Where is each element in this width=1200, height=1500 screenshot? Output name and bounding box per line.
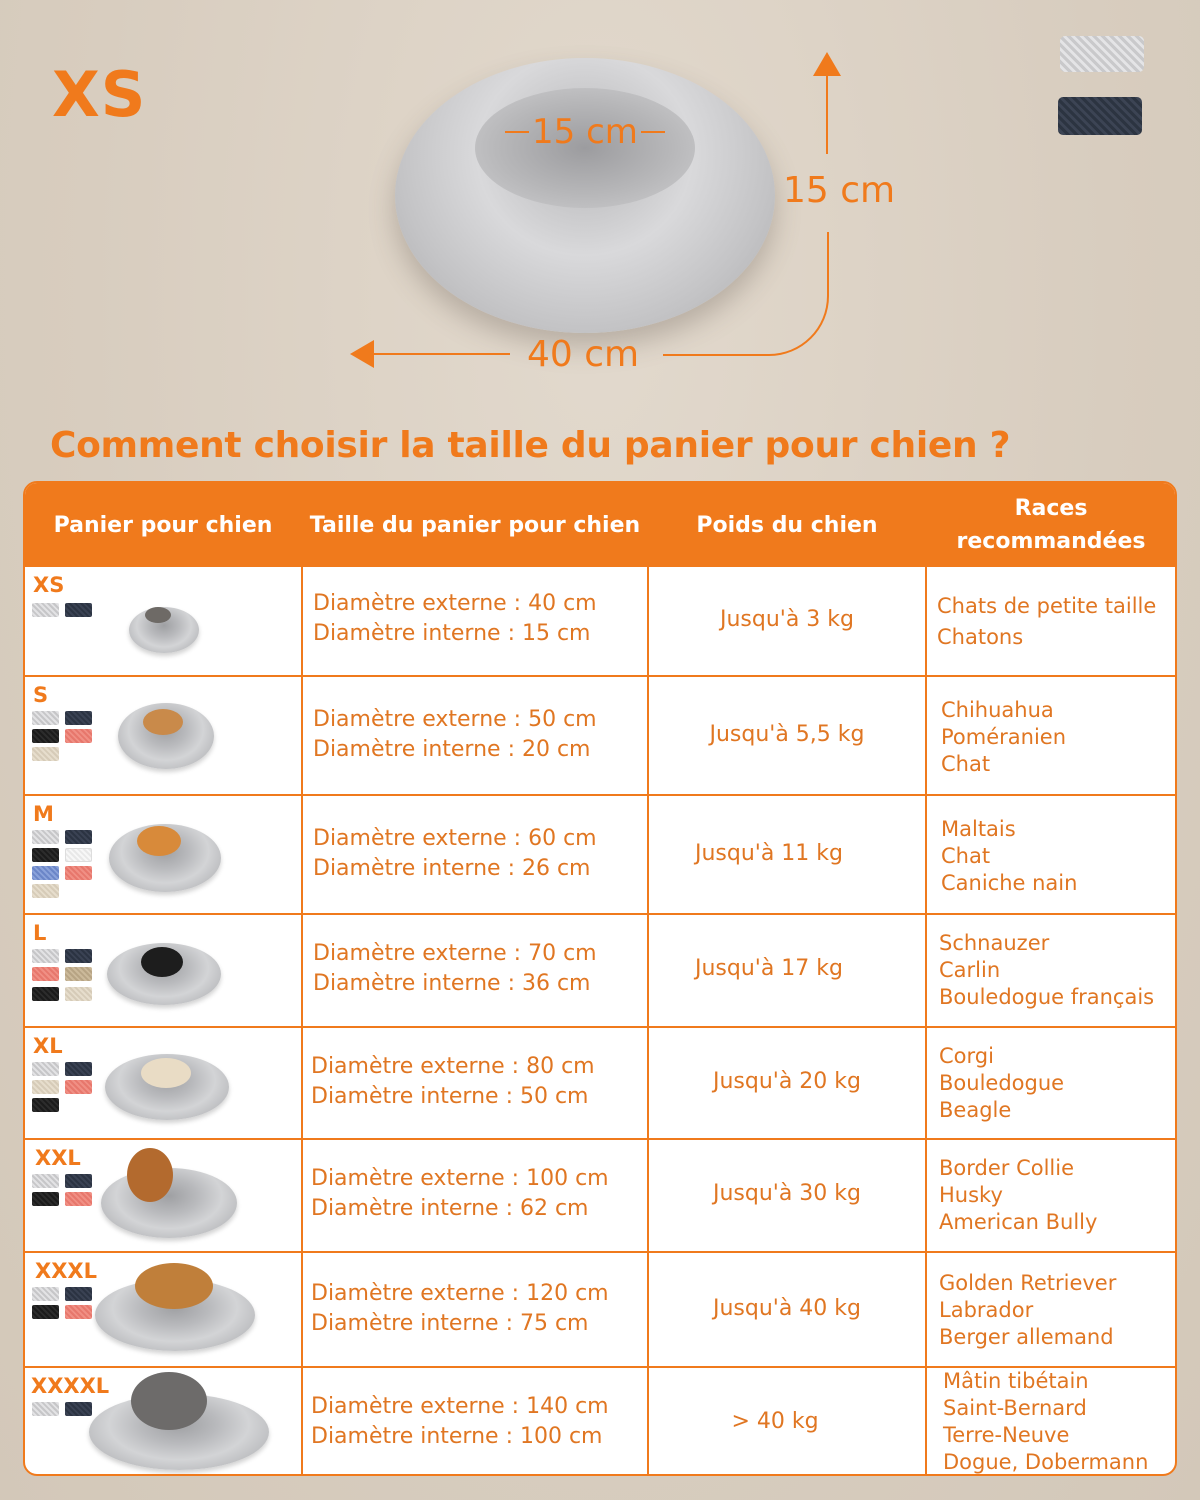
color-swatch[interactable] [32,1080,59,1094]
table-header [25,483,1175,567]
color-swatch[interactable] [32,1174,59,1188]
header-weight: Poids du chien [696,512,878,538]
color-swatch[interactable] [65,1287,92,1301]
table-row [25,1368,1175,1476]
pet-corgi-image [143,709,183,735]
row-breeds [941,697,1066,778]
breed-item: Chatons [937,625,1024,649]
row-size-cell [311,1392,609,1452]
color-swatch[interactable] [32,747,59,761]
breed-item: Berger allemand [939,1325,1114,1349]
breed-item: Dogue, Dobermann [943,1450,1149,1474]
pet-cat-image [145,607,171,623]
row-breeds [939,930,1154,1011]
pet-pomeranian-image [137,826,181,856]
color-swatch[interactable] [32,884,59,898]
outer-diameter: Diamètre externe : 100 cm [311,1166,609,1191]
inner-diameter: Diamètre interne : 50 cm [311,1084,589,1109]
row-breeds [937,593,1156,651]
row-breeds [939,1155,1097,1236]
color-swatch[interactable] [65,1305,92,1319]
outer-diameter-label: 40 cm [527,334,640,375]
color-swatch[interactable] [32,949,59,963]
header-breeds-line1: Races [1014,496,1088,521]
color-swatch[interactable] [32,729,59,743]
breed-item: Husky [939,1183,1003,1207]
table-row [25,1028,1175,1138]
breed-item: Caniche nain [941,871,1078,895]
row-breeds [939,1043,1064,1124]
pet-husky-image [131,1372,207,1430]
dimension-curve-line [663,232,829,356]
breed-item: Schnauzer [939,931,1050,955]
row-weight: > 40 kg [731,1409,819,1434]
color-swatch[interactable] [32,1192,59,1206]
inner-diameter: Diamètre interne : 26 cm [313,856,591,881]
header-breeds [927,483,1175,567]
arrow-up-icon [813,52,841,76]
breed-item: Maltais [941,817,1016,841]
color-swatch[interactable] [65,949,92,963]
outer-diameter: Diamètre externe : 70 cm [313,941,597,966]
row-size-cell [313,705,597,765]
row-weight: Jusqu'à 11 kg [694,841,844,866]
table-row [25,677,1175,794]
row-weight: Jusqu'à 3 kg [719,607,855,632]
header-breeds-line2: recommandées [956,529,1146,554]
pet-border-collie-image [127,1148,173,1202]
color-swatch[interactable] [32,987,59,1001]
breed-item: Border Collie [939,1156,1075,1180]
breed-item: Carlin [939,958,1001,982]
arrow-left-icon [350,340,374,368]
inner-diameter: Diamètre interne : 20 cm [313,737,591,762]
pet-french-bulldog-image [141,947,183,977]
table-row [25,567,1175,675]
color-swatch[interactable] [32,1305,59,1319]
hero-section [0,0,1200,420]
row-size-label: L [33,921,47,945]
inner-diameter-label [505,112,665,152]
width-line-left [372,353,510,355]
breed-item: Bouledogue français [939,985,1155,1009]
height-line-top [826,74,828,154]
inner-diameter: Diamètre interne : 15 cm [313,621,591,646]
table-row [25,1253,1175,1366]
color-swatch-dark-grey[interactable] [1058,97,1142,135]
breed-item: Labrador [939,1298,1034,1322]
row-breeds [941,816,1077,897]
row-size-cell [311,1164,609,1224]
color-swatch[interactable] [32,830,59,844]
row-size-cell [311,1052,595,1112]
row-size-label: XS [33,573,65,597]
breed-item: Chats de petite taille [937,594,1157,618]
color-swatch[interactable] [65,987,92,1001]
row-weight: Jusqu'à 5,5 kg [709,722,865,747]
size-guide-table [23,481,1177,1476]
pet-golden-retriever-image [135,1263,213,1309]
breed-item: American Bully [939,1210,1098,1234]
color-swatch[interactable] [32,1062,59,1076]
row-size-cell [313,939,597,999]
color-swatch[interactable] [65,729,92,743]
row-breeds [943,1368,1148,1476]
table-row [25,1140,1175,1251]
inner-dimension-bar-left [505,131,529,133]
breed-item: Golden Retriever [939,1271,1117,1295]
color-swatch[interactable] [65,1402,92,1416]
table-row [25,796,1175,913]
breed-item: Bouledogue [939,1071,1065,1095]
page-heading: Comment choisir la taille du panier pour chien ? [50,425,1011,466]
row-weight: Jusqu'à 40 kg [712,1296,862,1321]
header-bed-size: Taille du panier pour chien [309,512,641,538]
color-swatch[interactable] [32,1402,59,1416]
breed-item: Chat [941,844,991,868]
row-weight: Jusqu'à 30 kg [712,1181,862,1206]
outer-diameter: Diamètre externe : 120 cm [311,1281,609,1306]
pet-labrador-image [141,1058,191,1088]
color-swatch[interactable] [65,1080,92,1094]
outer-diameter: Diamètre externe : 40 cm [313,591,597,616]
row-size-cell [311,1279,609,1339]
row-size-label: M [33,802,54,826]
size-tag: XS [52,58,147,131]
breed-item: Poméranien [941,725,1067,749]
color-swatch[interactable] [65,603,92,617]
breed-item: Chat [941,752,991,776]
row-size-label: S [33,683,49,707]
inner-diameter: Diamètre interne : 62 cm [311,1196,589,1221]
table-row [25,915,1175,1026]
inner-diameter: Diamètre interne : 36 cm [313,971,591,996]
breed-item: Chihuahua [941,698,1054,722]
breed-item: Saint-Bernard [943,1396,1087,1420]
outer-diameter: Diamètre externe : 80 cm [311,1054,595,1079]
row-size-cell [313,824,597,884]
row-size-label: XXXXL [31,1374,110,1398]
outer-diameter: Diamètre externe : 50 cm [313,707,597,732]
color-swatch[interactable] [65,1174,92,1188]
color-swatch[interactable] [65,830,92,844]
color-swatch[interactable] [32,1287,59,1301]
color-swatch[interactable] [32,848,59,862]
color-swatch[interactable] [65,967,92,981]
row-size-label: XXL [35,1146,81,1170]
inner-diameter: Diamètre interne : 100 cm [311,1424,603,1449]
row-size-label: XL [33,1034,63,1058]
row-breeds [939,1270,1116,1351]
color-swatch[interactable] [65,1062,92,1076]
color-swatch[interactable] [32,866,59,880]
height-label: 15 cm [783,170,896,211]
row-size-cell [313,589,597,649]
color-swatch[interactable] [32,711,59,725]
breed-item: Terre-Neuve [943,1423,1070,1447]
breed-item: Beagle [939,1098,1012,1122]
inner-diameter-value: 15 cm [532,112,638,152]
color-swatch[interactable] [32,967,59,981]
header-bed: Panier pour chien [53,512,273,538]
color-swatch[interactable] [65,1192,92,1206]
row-weight: Jusqu'à 17 kg [694,956,844,981]
color-swatch[interactable] [32,603,59,617]
row-weight: Jusqu'à 20 kg [712,1069,862,1094]
inner-dimension-bar-right [641,131,665,133]
breed-item: Corgi [939,1044,994,1068]
row-size-label: XXXL [35,1259,97,1283]
inner-diameter: Diamètre interne : 75 cm [311,1311,589,1336]
color-swatch-light-grey[interactable] [1060,36,1144,72]
outer-diameter: Diamètre externe : 140 cm [311,1394,609,1419]
breed-item: Mâtin tibétain [943,1369,1089,1393]
color-swatch[interactable] [65,711,92,725]
color-swatch[interactable] [65,866,92,880]
outer-diameter: Diamètre externe : 60 cm [313,826,597,851]
color-swatch[interactable] [32,1098,59,1112]
color-swatch[interactable] [65,848,92,862]
